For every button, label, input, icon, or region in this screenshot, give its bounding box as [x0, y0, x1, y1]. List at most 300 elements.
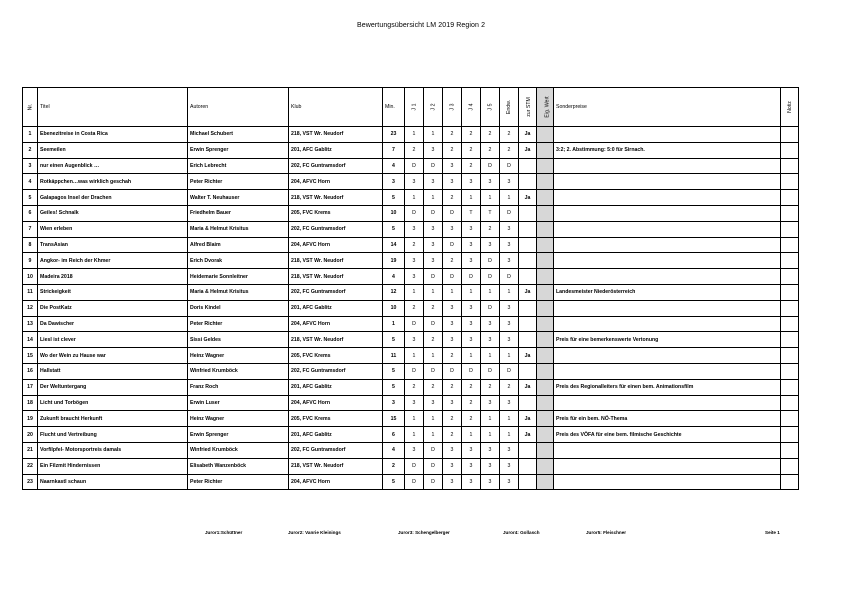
cell-klub: 218, VST Wr. Neudorf	[289, 269, 383, 285]
table-row	[23, 127, 799, 143]
cell-j4: 2	[462, 395, 481, 411]
cell-nr: 19	[23, 411, 38, 427]
cell-stm	[519, 316, 537, 332]
cell-min: 5	[383, 221, 405, 237]
cell-endw: 1	[500, 427, 519, 443]
cell-sonderpreise: Preis des Regionalleiters für einen bem. Animationsfilm	[554, 379, 781, 395]
cell-sonderpreise	[554, 127, 781, 143]
cell-autoren: Erich Dvorak	[188, 253, 289, 269]
cell-j1: 3	[405, 395, 424, 411]
cell-notiz	[781, 363, 799, 379]
cell-titel: Geiles! Schnalk	[38, 205, 188, 221]
cell-j3: 3	[443, 221, 462, 237]
cell-j5: 3	[481, 458, 500, 474]
cell-sonderpreise	[554, 348, 781, 364]
cell-j3: D	[443, 205, 462, 221]
cell-klub: 218, VST Wr. Neudorf	[289, 127, 383, 143]
cell-endw: 1	[500, 284, 519, 300]
cell-autoren: Maria & Helmut Krisitus	[188, 221, 289, 237]
cell-endw: 1	[500, 348, 519, 364]
cell-j3: 3	[443, 395, 462, 411]
cell-nr: 3	[23, 158, 38, 174]
cell-j2: D	[424, 158, 443, 174]
cell-j4: 3	[462, 253, 481, 269]
page-title: Bewertungsübersicht LM 2019 Region 2	[356, 22, 486, 29]
cell-titel: Wien erleben	[38, 221, 188, 237]
cell-stm: Ja	[519, 427, 537, 443]
cell-j3: 2	[443, 427, 462, 443]
cell-endw: 3	[500, 395, 519, 411]
cell-titel: Seemeilen	[38, 142, 188, 158]
cell-min: 1	[383, 316, 405, 332]
cell-endw: 1	[500, 411, 519, 427]
cell-notiz	[781, 348, 799, 364]
cell-j5: 2	[481, 142, 500, 158]
cell-klub: 218, VST Wr. Neudorf	[289, 190, 383, 206]
cell-endw: 2	[500, 142, 519, 158]
cell-endw: 3	[500, 332, 519, 348]
cell-titel: Rotkäppchen…was wirklich geschah	[38, 174, 188, 190]
cell-eig	[537, 427, 554, 443]
table-row	[23, 442, 799, 458]
cell-stm	[519, 221, 537, 237]
table-row	[23, 221, 799, 237]
cell-notiz	[781, 316, 799, 332]
cell-nr: 14	[23, 332, 38, 348]
cell-sonderpreise	[554, 458, 781, 474]
cell-j1: 2	[405, 142, 424, 158]
cell-notiz	[781, 142, 799, 158]
cell-j1: 3	[405, 332, 424, 348]
cell-j1: D	[405, 205, 424, 221]
table-row	[23, 142, 799, 158]
cell-eig	[537, 379, 554, 395]
cell-j5: 2	[481, 221, 500, 237]
cell-min: 23	[383, 127, 405, 143]
cell-j2: 1	[424, 284, 443, 300]
cell-eig	[537, 348, 554, 364]
cell-j5: 1	[481, 427, 500, 443]
cell-j1: 3	[405, 253, 424, 269]
cell-j4: 3	[462, 474, 481, 490]
cell-min: 7	[383, 142, 405, 158]
cell-j4: 3	[462, 316, 481, 332]
cell-nr: 5	[23, 190, 38, 206]
cell-notiz	[781, 474, 799, 490]
cell-notiz	[781, 395, 799, 411]
cell-min: 10	[383, 205, 405, 221]
table-row	[23, 379, 799, 395]
cell-min: 12	[383, 284, 405, 300]
cell-autoren: Alfred Blaim	[188, 237, 289, 253]
cell-j1: 2	[405, 237, 424, 253]
cell-stm	[519, 237, 537, 253]
cell-j3: 3	[443, 458, 462, 474]
cell-j3: 3	[443, 300, 462, 316]
cell-j2: D	[424, 442, 443, 458]
cell-j1: 1	[405, 127, 424, 143]
cell-j4: D	[462, 269, 481, 285]
cell-j4: T	[462, 205, 481, 221]
cell-eig	[537, 411, 554, 427]
cell-j1: D	[405, 158, 424, 174]
cell-notiz	[781, 411, 799, 427]
cell-eig	[537, 269, 554, 285]
cell-eig	[537, 442, 554, 458]
cell-j5: 3	[481, 332, 500, 348]
cell-j2: D	[424, 458, 443, 474]
cell-j5: 3	[481, 237, 500, 253]
cell-j2: 1	[424, 411, 443, 427]
cell-j5: 3	[481, 316, 500, 332]
cell-j4: 1	[462, 190, 481, 206]
cell-j1: D	[405, 363, 424, 379]
cell-j2: 2	[424, 300, 443, 316]
cell-min: 2	[383, 458, 405, 474]
cell-klub: 202, FC Guntramsdorf	[289, 221, 383, 237]
footer-juror-1: Juror1:Schüttner	[205, 530, 243, 535]
cell-sonderpreise	[554, 474, 781, 490]
cell-sonderpreise	[554, 205, 781, 221]
cell-stm: Ja	[519, 127, 537, 143]
cell-klub: 205, FVC Krems	[289, 411, 383, 427]
cell-j1: 3	[405, 221, 424, 237]
cell-titel: Flucht und Vertreibung	[38, 427, 188, 443]
cell-titel: Angkor- im Reich der Khmer	[38, 253, 188, 269]
cell-j3: 3	[443, 174, 462, 190]
col-header-j1: J 1	[405, 88, 424, 127]
cell-klub: 202, FC Guntramsdorf	[289, 442, 383, 458]
cell-titel: Madeira 2018	[38, 269, 188, 285]
cell-j2: 3	[424, 142, 443, 158]
cell-j5: 3	[481, 174, 500, 190]
cell-nr: 17	[23, 379, 38, 395]
cell-j5: 2	[481, 379, 500, 395]
cell-nr: 23	[23, 474, 38, 490]
cell-j3: D	[443, 237, 462, 253]
table-row	[23, 458, 799, 474]
col-header-endw: Endw.	[500, 88, 519, 127]
cell-j5: 3	[481, 442, 500, 458]
cell-eig	[537, 332, 554, 348]
footer-page-number: Seite 1	[765, 530, 780, 535]
cell-titel: Licht und Torbögen	[38, 395, 188, 411]
cell-klub: 204, AFVC Horn	[289, 174, 383, 190]
cell-autoren: Elisabeth Wanzenböck	[188, 458, 289, 474]
cell-j5: 2	[481, 127, 500, 143]
cell-klub: 202, FC Guntramsdorf	[289, 158, 383, 174]
cell-j2: D	[424, 474, 443, 490]
table-row	[23, 174, 799, 190]
table-row	[23, 284, 799, 300]
cell-min: 4	[383, 158, 405, 174]
cell-nr: 9	[23, 253, 38, 269]
table-row	[23, 253, 799, 269]
col-header-j4: J 4	[462, 88, 481, 127]
cell-nr: 20	[23, 427, 38, 443]
cell-eig	[537, 142, 554, 158]
cell-eig	[537, 316, 554, 332]
cell-sonderpreise: Landesmeister Niederösterreich	[554, 284, 781, 300]
col-header-min: Min.	[383, 88, 405, 127]
cell-min: 4	[383, 442, 405, 458]
cell-sonderpreise	[554, 158, 781, 174]
cell-min: 6	[383, 427, 405, 443]
cell-min: 5	[383, 474, 405, 490]
cell-eig	[537, 363, 554, 379]
cell-j3: 2	[443, 348, 462, 364]
cell-endw: 3	[500, 253, 519, 269]
cell-j1: 1	[405, 284, 424, 300]
cell-j4: D	[462, 363, 481, 379]
table-row	[23, 411, 799, 427]
cell-nr: 13	[23, 316, 38, 332]
cell-j1: 1	[405, 427, 424, 443]
cell-min: 3	[383, 174, 405, 190]
cell-j4: 2	[462, 379, 481, 395]
cell-sonderpreise: 3:2; 2. Abstimmung: 5:0 für Sirnach.	[554, 142, 781, 158]
cell-j5: 1	[481, 348, 500, 364]
col-header-nr: Nr.	[23, 88, 38, 127]
cell-nr: 10	[23, 269, 38, 285]
cell-notiz	[781, 269, 799, 285]
cell-autoren: Erwin Sprenger	[188, 427, 289, 443]
cell-notiz	[781, 221, 799, 237]
cell-min: 3	[383, 395, 405, 411]
cell-j4: 3	[462, 442, 481, 458]
cell-nr: 4	[23, 174, 38, 190]
cell-j4: 3	[462, 174, 481, 190]
cell-endw: 1	[500, 190, 519, 206]
cell-stm: Ja	[519, 348, 537, 364]
cell-autoren: Erwin Sprenger	[188, 142, 289, 158]
cell-endw: 3	[500, 174, 519, 190]
cell-titel: Die PostKatz	[38, 300, 188, 316]
cell-stm	[519, 458, 537, 474]
cell-j5: D	[481, 253, 500, 269]
cell-notiz	[781, 379, 799, 395]
cell-j2: D	[424, 363, 443, 379]
cell-j1: 1	[405, 348, 424, 364]
col-header-j5: J 5	[481, 88, 500, 127]
cell-endw: 3	[500, 221, 519, 237]
cell-autoren: Heinz Wagner	[188, 411, 289, 427]
table-row	[23, 300, 799, 316]
cell-nr: 1	[23, 127, 38, 143]
cell-stm	[519, 395, 537, 411]
cell-notiz	[781, 458, 799, 474]
table-row	[23, 158, 799, 174]
cell-sonderpreise	[554, 237, 781, 253]
cell-sonderpreise: Preis des VÖFA für eine bem. filmische Geschichte	[554, 427, 781, 443]
cell-stm	[519, 253, 537, 269]
cell-j1: 2	[405, 379, 424, 395]
cell-min: 5	[383, 363, 405, 379]
cell-j3: 3	[443, 474, 462, 490]
cell-notiz	[781, 205, 799, 221]
cell-eig	[537, 458, 554, 474]
cell-eig	[537, 474, 554, 490]
cell-klub: 205, FVC Krems	[289, 348, 383, 364]
cell-j1: 2	[405, 300, 424, 316]
table-row	[23, 316, 799, 332]
cell-j5: D	[481, 158, 500, 174]
cell-stm	[519, 158, 537, 174]
cell-stm: Ja	[519, 411, 537, 427]
cell-j2: D	[424, 205, 443, 221]
cell-klub: 204, AFVC Horn	[289, 237, 383, 253]
cell-nr: 16	[23, 363, 38, 379]
cell-j5: 3	[481, 395, 500, 411]
cell-nr: 6	[23, 205, 38, 221]
cell-notiz	[781, 332, 799, 348]
cell-titel: Strickeigkeit	[38, 284, 188, 300]
cell-notiz	[781, 284, 799, 300]
cell-endw: 3	[500, 442, 519, 458]
table-header-row	[23, 88, 799, 127]
cell-stm	[519, 300, 537, 316]
table-row	[23, 348, 799, 364]
cell-j4: 3	[462, 221, 481, 237]
footer	[0, 530, 842, 540]
cell-autoren: Sissi Geldes	[188, 332, 289, 348]
cell-j4: 2	[462, 127, 481, 143]
cell-j2: 3	[424, 253, 443, 269]
cell-j5: D	[481, 363, 500, 379]
cell-j1: D	[405, 316, 424, 332]
cell-autoren: Winfried Krumböck	[188, 363, 289, 379]
cell-stm	[519, 205, 537, 221]
cell-endw: 3	[500, 316, 519, 332]
cell-j3: 3	[443, 332, 462, 348]
cell-klub: 218, VST Wr. Neudorf	[289, 253, 383, 269]
cell-j2: 3	[424, 395, 443, 411]
cell-j4: 3	[462, 332, 481, 348]
cell-j5: 3	[481, 474, 500, 490]
table-row	[23, 205, 799, 221]
cell-min: 4	[383, 269, 405, 285]
cell-eig	[537, 205, 554, 221]
cell-j3: 2	[443, 253, 462, 269]
cell-eig	[537, 237, 554, 253]
cell-autoren: Franz Roch	[188, 379, 289, 395]
cell-j5: D	[481, 300, 500, 316]
cell-endw: 2	[500, 127, 519, 143]
cell-eig	[537, 395, 554, 411]
cell-autoren: Maria & Helmut Krisitus	[188, 284, 289, 300]
cell-j2: 3	[424, 237, 443, 253]
cell-autoren: Heidemarie Sonnleitner	[188, 269, 289, 285]
cell-stm: Ja	[519, 284, 537, 300]
footer-juror-4: Juror4: Gollasch	[503, 530, 540, 535]
col-header-notiz: Notiz	[781, 88, 799, 127]
cell-j4: 1	[462, 427, 481, 443]
cell-j1: 1	[405, 190, 424, 206]
footer-juror-2: Juror2: Vanrie Kleinings	[288, 530, 341, 535]
cell-eig	[537, 190, 554, 206]
cell-j2: 2	[424, 332, 443, 348]
cell-endw: D	[500, 363, 519, 379]
cell-autoren: Michael Schubert	[188, 127, 289, 143]
col-header-stm: zur STM	[519, 88, 537, 127]
cell-j4: 2	[462, 142, 481, 158]
cell-klub: 201, AFC Gablitz	[289, 300, 383, 316]
cell-j1: 3	[405, 269, 424, 285]
cell-notiz	[781, 253, 799, 269]
cell-klub: 201, AFC Gablitz	[289, 427, 383, 443]
cell-eig	[537, 300, 554, 316]
cell-j3: D	[443, 269, 462, 285]
cell-klub: 218, VST Wr. Neudorf	[289, 332, 383, 348]
rating-table	[22, 87, 799, 490]
cell-j3: 3	[443, 158, 462, 174]
cell-sonderpreise	[554, 269, 781, 285]
cell-nr: 2	[23, 142, 38, 158]
cell-sonderpreise: Preis für ein bem. NÖ-Thema	[554, 411, 781, 427]
cell-j2: D	[424, 316, 443, 332]
cell-endw: 2	[500, 379, 519, 395]
cell-sonderpreise	[554, 253, 781, 269]
cell-autoren: Friedhelm Bauer	[188, 205, 289, 221]
table-row	[23, 474, 799, 490]
col-header-sonderpreise: Sonderpreise	[554, 88, 781, 127]
cell-j3: D	[443, 363, 462, 379]
cell-autoren: Erich Lebrecht	[188, 158, 289, 174]
cell-klub: 204, AFVC Horn	[289, 474, 383, 490]
cell-endw: D	[500, 205, 519, 221]
cell-j5: 1	[481, 411, 500, 427]
cell-min: 5	[383, 190, 405, 206]
cell-klub: 218, VST Wr. Neudorf	[289, 458, 383, 474]
cell-notiz	[781, 442, 799, 458]
cell-klub: 205, FVC Krems	[289, 205, 383, 221]
cell-min: 11	[383, 348, 405, 364]
cell-titel: nur einen Augenblick …	[38, 158, 188, 174]
cell-autoren: Peter Richter	[188, 474, 289, 490]
cell-nr: 18	[23, 395, 38, 411]
cell-sonderpreise	[554, 190, 781, 206]
cell-endw: D	[500, 269, 519, 285]
table-row	[23, 395, 799, 411]
cell-j1: 3	[405, 174, 424, 190]
cell-j1: D	[405, 474, 424, 490]
cell-titel: Galapagos Insel der Drachen	[38, 190, 188, 206]
cell-stm	[519, 332, 537, 348]
cell-notiz	[781, 190, 799, 206]
cell-nr: 22	[23, 458, 38, 474]
cell-nr: 11	[23, 284, 38, 300]
cell-eig	[537, 174, 554, 190]
cell-autoren: Peter Richter	[188, 316, 289, 332]
cell-autoren: Peter Richter	[188, 174, 289, 190]
cell-klub: 201, AFC Gablitz	[289, 142, 383, 158]
cell-endw: 3	[500, 300, 519, 316]
cell-autoren: Winfried Krumböck	[188, 442, 289, 458]
cell-min: 5	[383, 379, 405, 395]
cell-j5: T	[481, 205, 500, 221]
cell-autoren: Doris Kindel	[188, 300, 289, 316]
table-row	[23, 190, 799, 206]
cell-j3: 1	[443, 284, 462, 300]
cell-j4: 2	[462, 411, 481, 427]
cell-sonderpreise	[554, 363, 781, 379]
cell-min: 5	[383, 332, 405, 348]
cell-titel: TransAsian	[38, 237, 188, 253]
cell-sonderpreise	[554, 174, 781, 190]
cell-j2: D	[424, 269, 443, 285]
cell-j2: 1	[424, 427, 443, 443]
cell-stm	[519, 474, 537, 490]
